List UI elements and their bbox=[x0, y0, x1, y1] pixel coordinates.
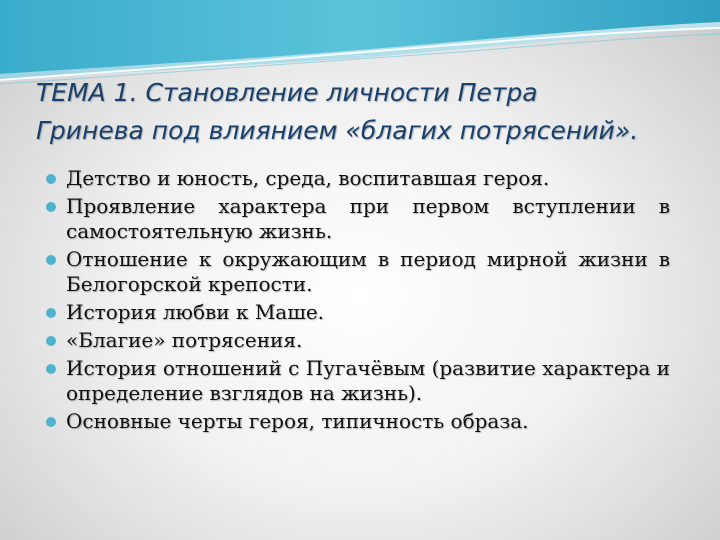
bullet-text: Отношение к окружающим в период мирной жизни в Белогорской крепости. bbox=[66, 247, 670, 296]
list-item bbox=[44, 328, 670, 353]
title-line-1: ТЕМА 1. Становление личности Петра bbox=[36, 78, 538, 107]
list-item bbox=[44, 247, 670, 297]
bullet-dot-icon bbox=[46, 174, 56, 184]
bullet-dot-icon bbox=[46, 308, 56, 318]
list-item bbox=[44, 300, 670, 325]
title-line-2: Гринева под влиянием «благих потрясений». bbox=[36, 116, 639, 145]
bullet-text: Детство и юность, среда, воспитавшая героя. bbox=[66, 166, 550, 190]
bullet-text: Основные черты героя, типичность образа. bbox=[66, 409, 529, 433]
bullet-text: Проявление характера при первом вступлении в самостоятельную жизнь. bbox=[66, 194, 670, 243]
bullet-dot-icon bbox=[46, 336, 56, 346]
bullet-text: История любви к Маше. bbox=[66, 300, 325, 324]
bullet-list bbox=[44, 166, 670, 437]
list-item bbox=[44, 409, 670, 434]
bullet-dot-icon bbox=[46, 202, 56, 212]
slide-title bbox=[36, 74, 696, 150]
bullet-text: «Благие» потрясения. bbox=[66, 328, 303, 352]
bullet-dot-icon bbox=[46, 364, 56, 374]
list-item bbox=[44, 356, 670, 406]
list-item bbox=[44, 166, 670, 191]
bullet-text: История отношений с Пугачёвым (развитие характера и определение взглядов на жизнь). bbox=[66, 356, 670, 405]
bullet-dot-icon bbox=[46, 417, 56, 427]
list-item bbox=[44, 194, 670, 244]
bullet-dot-icon bbox=[46, 255, 56, 265]
